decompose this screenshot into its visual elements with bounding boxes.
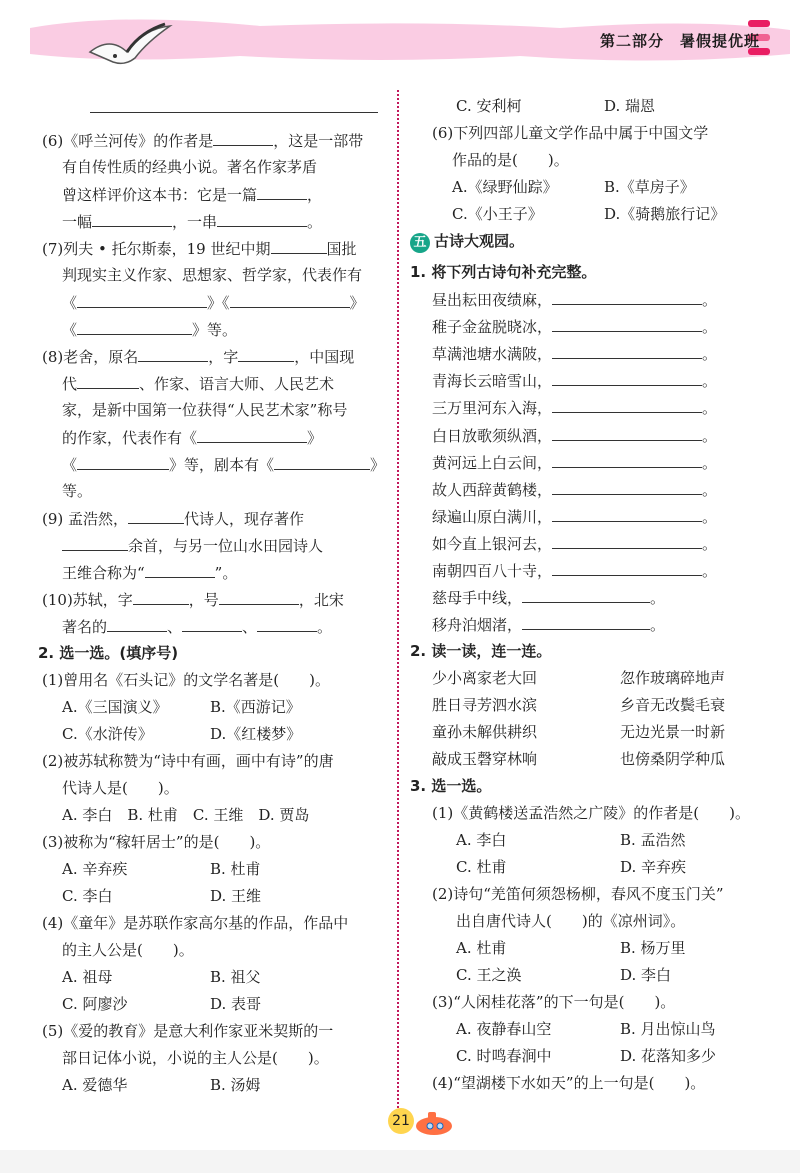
option-a[interactable]: A.《绿野仙踪》: [452, 178, 558, 196]
option-b[interactable]: B.《西游记》: [210, 698, 301, 716]
text-line: 判现实主义作家、思想家、哲学家，代表作有: [62, 266, 363, 284]
page-header-title: 第二部分 暑假提优班: [599, 32, 760, 50]
answer-blank[interactable]: [182, 616, 242, 632]
option-a[interactable]: A. 辛弃疾: [62, 860, 128, 878]
period: 。: [702, 480, 718, 499]
poem-line: [432, 397, 717, 418]
part-1-heading: 1. 将下列古诗句补充完整。: [410, 263, 597, 281]
poem-first-half: 如今直上银河去，: [432, 534, 553, 553]
answer-blank[interactable]: [552, 316, 702, 332]
period: 。: [702, 318, 718, 337]
option-d[interactable]: D. 花落知多少: [620, 1047, 717, 1065]
answer-blank[interactable]: [219, 589, 299, 605]
answer-blank[interactable]: [552, 289, 702, 305]
poem-line: [432, 587, 665, 608]
match-right-item[interactable]: 乡音无改鬓毛衰: [620, 696, 726, 714]
text-line: 一幅 ，一串 。: [62, 213, 323, 231]
answer-blank[interactable]: [257, 184, 307, 200]
option-c[interactable]: C. 时鸣春涧中: [456, 1047, 552, 1065]
answer-blank[interactable]: [138, 346, 208, 362]
match-right-item[interactable]: 也傍桑阴学种瓜: [620, 750, 726, 768]
answer-blank[interactable]: [552, 560, 702, 576]
poem-line: [432, 343, 717, 364]
choice-question-r4: (4)“望湖楼下水如天”的上一句是( )。: [432, 1074, 706, 1092]
period: 。: [702, 562, 718, 580]
poem-first-half: 慈母手中线，: [432, 589, 523, 608]
match-left-item[interactable]: 敲成玉磬穿林响: [432, 750, 538, 768]
answer-blank[interactable]: [213, 130, 273, 146]
poem-line: [432, 506, 717, 527]
poem-first-half: 稚子金盆脱晓冰，: [432, 318, 553, 337]
answer-blank[interactable]: [257, 616, 317, 632]
section-5-heading: 五 古诗大观园。: [410, 231, 524, 253]
text-line: 家，是新中国第一位获得“人民艺术家”称号: [62, 401, 348, 419]
text-line: 代 、作家、语言大师、人民艺术: [62, 375, 335, 393]
option-b[interactable]: B. 杜甫: [210, 860, 261, 878]
period: 。: [702, 372, 718, 391]
text-line: 的主人公是( )。: [62, 941, 194, 959]
answer-blank[interactable]: [77, 319, 192, 335]
poem-first-half: 白日放歌须纵酒，: [432, 426, 553, 445]
option-d[interactable]: D. 瑞恩: [604, 97, 656, 115]
question-10: (10)苏轼，字 ，号 ，北宋: [42, 591, 344, 609]
answer-blank[interactable]: [552, 479, 702, 495]
poem-first-half: 移舟泊烟渚，: [432, 616, 523, 635]
poem-first-half: 青海长云暗雪山，: [432, 372, 553, 391]
text-line: 代诗人是( )。: [62, 779, 179, 797]
period: 。: [702, 453, 718, 472]
option-a[interactable]: A. 夜静春山空: [456, 1020, 552, 1038]
footer-strip: [0, 1150, 800, 1173]
option-c[interactable]: C.《小王子》: [452, 205, 543, 223]
answer-blank[interactable]: [552, 452, 702, 468]
poem-line: [432, 560, 717, 581]
answer-blank[interactable]: [217, 211, 307, 227]
text-line: 作品的是( )。: [452, 151, 569, 169]
poem-first-half: 故人西辞黄鹤楼，: [432, 480, 553, 499]
option-c[interactable]: C.《水浒传》: [62, 725, 153, 743]
option-b[interactable]: B. 杨万里: [620, 939, 686, 957]
choice-question-2: (2)被苏轼称赞为“诗中有画，画中有诗”的唐: [42, 752, 334, 770]
poem-first-half: 草满池塘水满陂，: [432, 345, 553, 364]
text-line: 《 》等，剧本有《 》: [62, 456, 386, 474]
choice-question-r3: (3)“人闲桂花落”的下一句是( )。: [432, 993, 676, 1011]
answer-blank[interactable]: [128, 508, 184, 524]
text-line: 《 》《 》: [62, 294, 365, 312]
submarine-icon: [412, 1104, 456, 1138]
question-6: (6)《呼兰河传》的作者是 ，这是一部带: [42, 132, 364, 150]
section-2-heading: 2. 选一选。(填序号): [38, 644, 179, 662]
part-3-heading: 3. 选一选。: [410, 777, 492, 795]
answer-blank[interactable]: [552, 343, 702, 359]
answer-blank[interactable]: [522, 587, 650, 603]
question-7: (7)列夫 • 托尔斯泰，19 世纪中期 国批: [42, 240, 357, 258]
text-line: 《 》等。: [62, 321, 238, 339]
match-right-item[interactable]: 忽作玻璃碎地声: [620, 669, 726, 687]
option-a[interactable]: A.《三国演义》: [62, 698, 168, 716]
answer-blank[interactable]: [145, 562, 215, 578]
answer-blank[interactable]: [77, 292, 207, 308]
option-c[interactable]: C. 阿廖沙: [62, 995, 128, 1013]
poem-line: [432, 316, 717, 337]
period: 。: [702, 399, 718, 418]
choice-question-r2: (2)诗句“羌笛何须怨杨柳，春风不度玉门关”: [432, 885, 724, 903]
section-number-badge: 五: [410, 233, 430, 253]
answer-blank[interactable]: [62, 535, 128, 551]
answer-blank[interactable]: [92, 211, 172, 227]
poem-first-half: 昼出耘田夜绩麻，: [432, 291, 553, 309]
option-d[interactable]: D.《红楼梦》: [210, 725, 302, 743]
poem-line: [432, 370, 717, 391]
option-c[interactable]: C. 李白: [62, 887, 113, 905]
text-line: 出自唐代诗人( )的《凉州词》。: [456, 912, 686, 930]
poem-first-half: 南朝四百八十寺，: [432, 562, 553, 580]
answer-blank[interactable]: [230, 292, 350, 308]
option-b[interactable]: B. 祖父: [210, 968, 261, 986]
text-line: 余首，与另一位山水田园诗人: [62, 535, 323, 556]
choice-question-5: (5)《爱的教育》是意大利作家亚米契斯的一: [42, 1022, 334, 1040]
text-line: 的作家，代表作有《 》: [62, 429, 323, 447]
text-line: 著名的 、 、 。: [62, 618, 333, 636]
text-line: 部日记体小说，小说的主人公是( )。: [62, 1049, 329, 1067]
text-line: 王维合称为“ ”。: [62, 564, 238, 582]
option-a[interactable]: A. 杜甫: [456, 939, 507, 957]
choice-question-1: (1)曾用名《石头记》的文学名著是( )。: [42, 671, 330, 689]
option-c[interactable]: C. 王之涣: [456, 966, 522, 984]
answer-blank[interactable]: [522, 614, 650, 630]
seagull-icon: [85, 22, 175, 80]
answer-blank[interactable]: [552, 370, 702, 386]
poem-first-half: 三万里河东入海，: [432, 399, 553, 418]
period: 。: [702, 345, 718, 364]
question-9: (9) 孟浩然， 代诗人，现存著作: [42, 510, 305, 528]
answer-blank[interactable]: [552, 506, 702, 522]
period: 。: [650, 616, 666, 635]
answer-blank[interactable]: [77, 454, 169, 470]
option-d[interactable]: D. 王维: [210, 887, 262, 905]
option-b[interactable]: B. 汤姆: [210, 1076, 261, 1094]
period: 。: [702, 291, 718, 309]
option-c[interactable]: C. 安利柯: [456, 97, 522, 115]
options-row[interactable]: A. 李白 B. 杜甫 C. 王维 D. 贾岛: [62, 806, 310, 824]
column-divider: [397, 90, 399, 1120]
answer-blank[interactable]: [552, 425, 702, 441]
answer-blank[interactable]: [274, 454, 370, 470]
option-b[interactable]: B. 月出惊山鸟: [620, 1020, 716, 1038]
poem-line: [432, 452, 717, 473]
poem-line: [432, 425, 717, 446]
poem-line: [432, 479, 717, 500]
option-d[interactable]: D. 辛弃疾: [620, 858, 687, 876]
option-a[interactable]: A. 爱德华: [62, 1076, 128, 1094]
option-d[interactable]: D. 表哥: [210, 995, 262, 1013]
choice-question-r1: (1)《黄鹤楼送孟浩然之广陵》的作者是( )。: [432, 804, 750, 822]
option-a[interactable]: A. 祖母: [62, 968, 113, 986]
option-c[interactable]: C. 杜甫: [456, 858, 507, 876]
question-8: (8)老舍，原名 ，字 ，中国现: [42, 348, 355, 366]
answer-blank[interactable]: [197, 427, 307, 443]
answer-blank[interactable]: [238, 346, 294, 362]
match-left-item[interactable]: 胜日寻芳泗水滨: [432, 696, 538, 714]
option-a[interactable]: A. 李白: [456, 831, 507, 849]
period: 。: [702, 534, 718, 553]
text-line: 曾这样评价这本书：它是一篇 ，: [62, 186, 323, 204]
poem-first-half: 黄河远上白云间，: [432, 453, 553, 472]
match-left-item[interactable]: 童孙未解供耕织: [432, 723, 538, 741]
answer-blank[interactable]: [90, 97, 378, 113]
answer-blank[interactable]: [552, 397, 702, 413]
text-line: 有自传性质的经典小说。著名作家茅盾: [62, 158, 318, 176]
text-line: 等。: [62, 482, 93, 500]
option-d[interactable]: D.《骑鹅旅行记》: [604, 205, 726, 223]
period: 。: [702, 426, 718, 445]
choice-question-3: (3)被称为“稼轩居士”的是( )。: [42, 833, 271, 851]
period: 。: [702, 507, 718, 526]
part-2-heading: 2. 读一读，连一连。: [410, 642, 552, 660]
page-number: 21: [388, 1108, 414, 1134]
option-b[interactable]: B.《草房子》: [604, 178, 695, 196]
poem-line: [432, 614, 665, 635]
answer-blank[interactable]: [271, 238, 327, 254]
match-right-item[interactable]: 无边光景一时新: [620, 723, 726, 741]
period: 。: [650, 589, 666, 608]
answer-blank[interactable]: [107, 616, 167, 632]
option-b[interactable]: B. 孟浩然: [620, 831, 686, 849]
answer-blank[interactable]: [552, 533, 702, 549]
answer-blank[interactable]: [133, 589, 189, 605]
poem-first-half: 绿遍山原白满川，: [432, 507, 553, 526]
poem-line: [432, 289, 717, 310]
answer-blank[interactable]: [77, 373, 139, 389]
match-left-item[interactable]: 少小离家老大回: [432, 669, 538, 687]
option-d[interactable]: D. 李白: [620, 966, 672, 984]
poem-line: [432, 533, 717, 554]
choice-question-6: (6)下列四部儿童文学作品中属于中国文学: [432, 124, 709, 142]
choice-question-4: (4)《童年》是苏联作家高尔基的作品，作品中: [42, 914, 349, 932]
